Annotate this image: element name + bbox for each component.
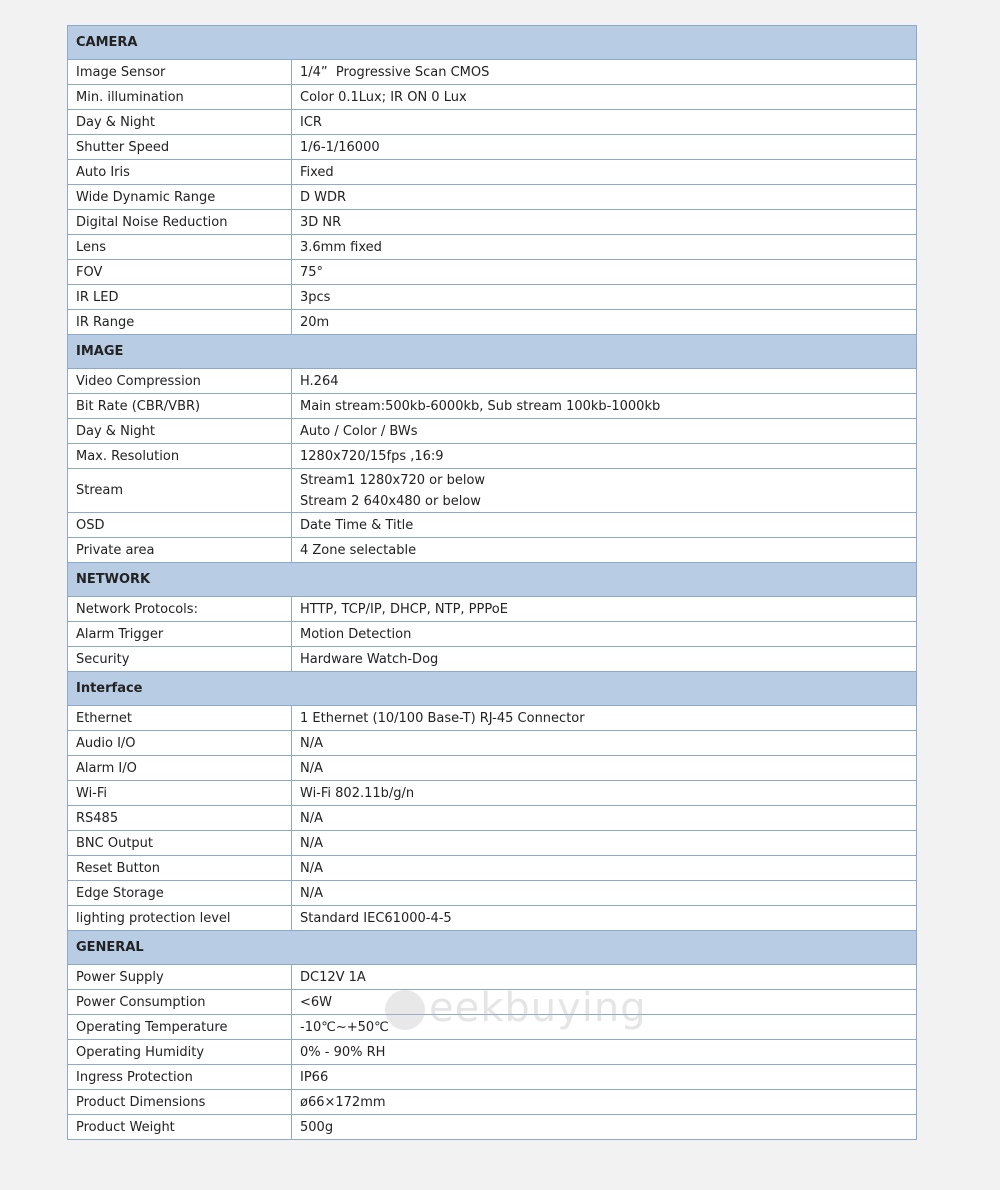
spec-label: Product Weight [68, 1115, 292, 1140]
spec-value: 1280x720/15fps ,16:9 [292, 444, 917, 469]
spec-label: Digital Noise Reduction [68, 210, 292, 235]
spec-value: N/A [292, 856, 917, 881]
spec-row [68, 160, 917, 185]
spec-value: Wi-Fi 802.11b/g/n [292, 781, 917, 806]
spec-row [68, 210, 917, 235]
spec-value: -10℃~+50℃ [292, 1015, 917, 1040]
spec-value: HTTP, TCP/IP, DHCP, NTP, PPPoE [292, 597, 917, 622]
spec-row [68, 756, 917, 781]
spec-value-line: Stream1 1280x720 or below [300, 472, 486, 488]
spec-label: Day & Night [68, 419, 292, 444]
spec-row [68, 538, 917, 563]
spec-label: Auto Iris [68, 160, 292, 185]
spec-row [68, 469, 917, 513]
spec-label: Bit Rate (CBR/VBR) [68, 394, 292, 419]
spec-label: Operating Temperature [68, 1015, 292, 1040]
section-title: Interface [68, 672, 917, 706]
spec-value: DC12V 1A [292, 965, 917, 990]
spec-row [68, 235, 917, 260]
spec-value: Auto / Color / BWs [292, 419, 917, 444]
spec-value: Hardware Watch-Dog [292, 647, 917, 672]
section-title: CAMERA [68, 26, 917, 60]
spec-row [68, 285, 917, 310]
spec-row [68, 647, 917, 672]
spec-row [68, 806, 917, 831]
spec-row [68, 856, 917, 881]
spec-row [68, 965, 917, 990]
spec-value: N/A [292, 831, 917, 856]
spec-row [68, 781, 917, 806]
spec-row [68, 906, 917, 931]
spec-value: IP66 [292, 1065, 917, 1090]
spec-label: Alarm I/O [68, 756, 292, 781]
spec-row [68, 419, 917, 444]
spec-row [68, 135, 917, 160]
spec-value: 4 Zone selectable [292, 538, 917, 563]
spec-label: Private area [68, 538, 292, 563]
spec-value: D WDR [292, 185, 917, 210]
spec-value: N/A [292, 731, 917, 756]
spec-label: Ethernet [68, 706, 292, 731]
spec-label: Audio I/O [68, 731, 292, 756]
spec-value: Color 0.1Lux; IR ON 0 Lux [292, 85, 917, 110]
spec-row [68, 1090, 917, 1115]
spec-value: N/A [292, 881, 917, 906]
spec-label: FOV [68, 260, 292, 285]
spec-label: IR Range [68, 310, 292, 335]
spec-row [68, 185, 917, 210]
spec-label: Max. Resolution [68, 444, 292, 469]
spec-label: RS485 [68, 806, 292, 831]
spec-value: Date Time & Title [292, 513, 917, 538]
spec-value: ICR [292, 110, 917, 135]
spec-row [68, 110, 917, 135]
section-header [68, 335, 917, 369]
spec-label: Lens [68, 235, 292, 260]
spec-row [68, 831, 917, 856]
spec-value-line: Stream 2 640x480 or below [300, 493, 481, 509]
spec-label: Reset Button [68, 856, 292, 881]
spec-row [68, 1115, 917, 1140]
spec-label: Operating Humidity [68, 1040, 292, 1065]
section-header [68, 26, 917, 60]
spec-label: Shutter Speed [68, 135, 292, 160]
spec-label: IR LED [68, 285, 292, 310]
spec-value: N/A [292, 756, 917, 781]
spec-row [68, 60, 917, 85]
spec-value: Main stream:500kb-6000kb, Sub stream 100kb-1000kb [292, 394, 917, 419]
spec-value: 20m [292, 310, 917, 335]
section-header [68, 563, 917, 597]
spec-row [68, 622, 917, 647]
spec-row [68, 881, 917, 906]
spec-row [68, 444, 917, 469]
spec-value: 75° [292, 260, 917, 285]
spec-label: Network Protocols: [68, 597, 292, 622]
spec-label: OSD [68, 513, 292, 538]
spec-label: Stream [68, 469, 292, 513]
spec-row [68, 394, 917, 419]
spec-label: Wide Dynamic Range [68, 185, 292, 210]
spec-table-body [68, 26, 917, 1140]
spec-label: Power Supply [68, 965, 292, 990]
spec-value: 0% - 90% RH [292, 1040, 917, 1065]
spec-value: ø66×172mm [292, 1090, 917, 1115]
spec-row [68, 990, 917, 1015]
spec-label: lighting protection level [68, 906, 292, 931]
spec-value: 500g [292, 1115, 917, 1140]
spec-value: 1/6-1/16000 [292, 135, 917, 160]
watermark-text: eekbuying [429, 985, 647, 1031]
spec-value: 3D NR [292, 210, 917, 235]
spec-label: BNC Output [68, 831, 292, 856]
spec-row [68, 310, 917, 335]
spec-value: N/A [292, 806, 917, 831]
section-title: GENERAL [68, 931, 917, 965]
spec-value: 3pcs [292, 285, 917, 310]
spec-row [68, 1065, 917, 1090]
spec-label: Security [68, 647, 292, 672]
spec-label: Image Sensor [68, 60, 292, 85]
spec-table [67, 25, 917, 1140]
spec-label: Ingress Protection [68, 1065, 292, 1090]
spec-row [68, 513, 917, 538]
spec-row [68, 1040, 917, 1065]
spec-row [68, 706, 917, 731]
spec-row [68, 597, 917, 622]
spec-label: Wi-Fi [68, 781, 292, 806]
spec-label: Min. illumination [68, 85, 292, 110]
spec-label: Video Compression [68, 369, 292, 394]
section-header [68, 931, 917, 965]
spec-row [68, 731, 917, 756]
spec-label: Day & Night [68, 110, 292, 135]
spec-label: Power Consumption [68, 990, 292, 1015]
spec-value [292, 469, 917, 513]
spec-value: 1 Ethernet (10/100 Base-T) RJ-45 Connector [292, 706, 917, 731]
spec-label: Product Dimensions [68, 1090, 292, 1115]
spec-value: Standard IEC61000-4-5 [292, 906, 917, 931]
spec-row [68, 85, 917, 110]
spec-value: Fixed [292, 160, 917, 185]
spec-value: H.264 [292, 369, 917, 394]
spec-value: Motion Detection [292, 622, 917, 647]
spec-row [68, 260, 917, 285]
spec-label: Edge Storage [68, 881, 292, 906]
spec-value: <6W [292, 990, 917, 1015]
spec-row [68, 1015, 917, 1040]
spec-value: 1/4” Progressive Scan CMOS [292, 60, 917, 85]
section-header [68, 672, 917, 706]
spec-row [68, 369, 917, 394]
section-title: NETWORK [68, 563, 917, 597]
spec-label: Alarm Trigger [68, 622, 292, 647]
spec-value: 3.6mm fixed [292, 235, 917, 260]
section-title: IMAGE [68, 335, 917, 369]
